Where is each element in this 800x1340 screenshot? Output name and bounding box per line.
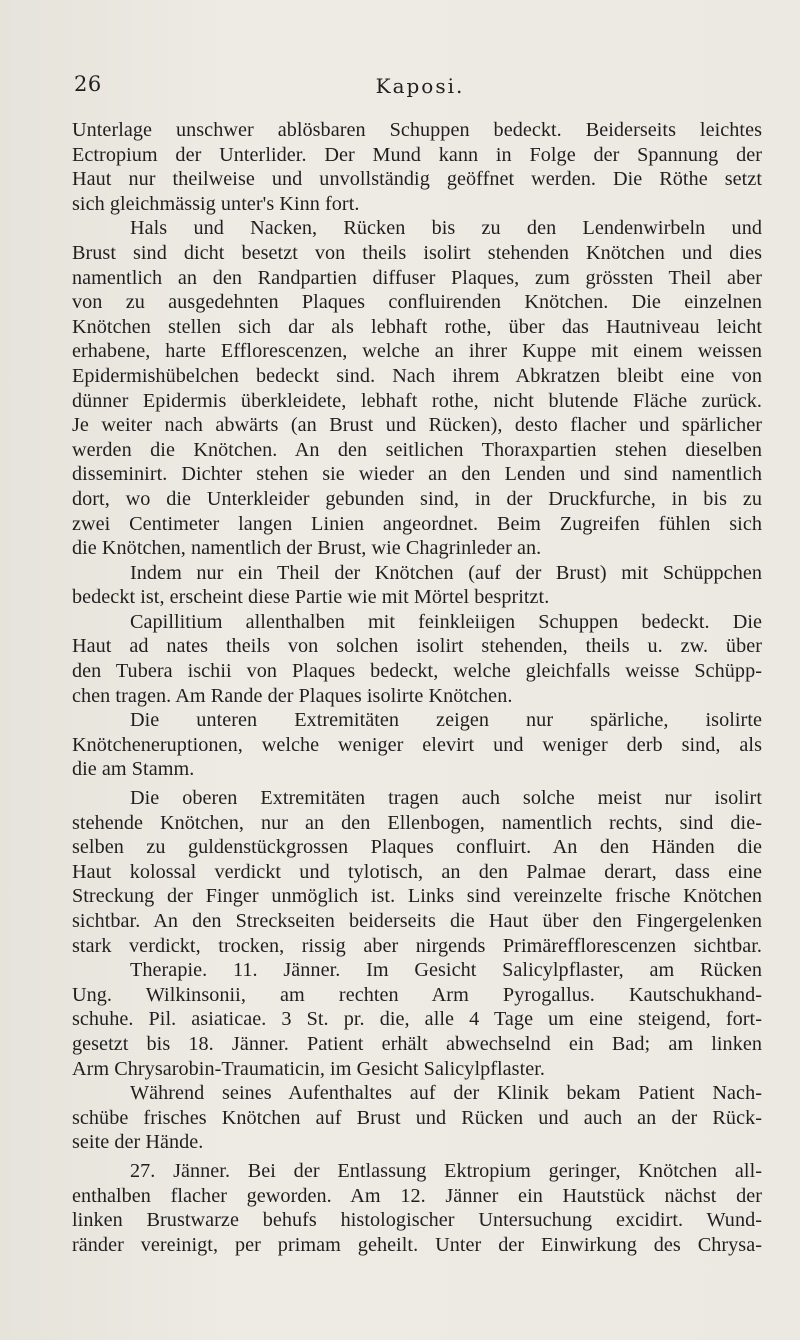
body-text [72,118,762,1257]
text-line: dort, wo die Unterkleider gebunden sind, in der Druckfurche, in bis zu [72,487,762,510]
text-line: namentlich an den Randpartien diffuser Plaques, zum grössten Theil aber [72,266,762,289]
text-line: Je weiter nach abwärts (an Brust und Rücken), desto flacher und spärlicher [72,414,762,437]
text-line: stark verdickt, trocken, rissig aber nirgends Primärefflorescenzen sichtbar. [72,934,762,957]
text-line: Haut kolossal verdickt und tylotisch, an den Palmae derart, dass eine [72,860,762,883]
text-line: gesetzt bis 18. Jänner. Patient erhält abwechselnd ein Bad; am linken [72,1032,762,1055]
text-line: 27. Jänner. Bei der Entlassung Ektropium geringer, Knötchen all- [130,1159,762,1182]
text-line: sich gleichmässig unter's Kinn fort. [72,192,360,215]
text-line: Indem nur ein Theil der Knötchen (auf der Brust) mit Schüppchen [130,561,762,584]
text-line: dünner Epidermis überkleidete, lebhaft rothe, nicht blutende Fläche zurück. [72,389,762,412]
text-line: den Tubera ischii von Plaques bedeckt, welche gleichfalls weisse Schüpp- [72,660,762,683]
text-line: Die oberen Extremitäten tragen auch solche meist nur isolirt [130,787,762,810]
text-line: zwei Centimeter langen Linien angeordnet. Beim Zugreifen fühlen sich [72,512,762,535]
text-line: Die unteren Extremitäten zeigen nur spärliche, isolirte [130,709,762,732]
text-line: enthalben flacher geworden. Am 12. Jänner ein Hautstück nächst der [72,1184,762,1207]
text-line: Capillitium allenthalben mit feinkleiigen Schuppen bedeckt. Die [130,610,762,633]
text-line: selben zu guldenstückgrossen Plaques confluirt. An den Händen die [72,836,762,859]
text-line: seite der Hände. [72,1131,204,1154]
text-line: Ung. Wilkinsonii, am rechten Arm Pyrogallus. Kautschukhand- [72,983,762,1006]
text-line: Unterlage unschwer ablösbaren Schuppen bedeckt. Beiderseits leichtes [72,119,762,141]
text-line: Haut ad nates theils von solchen isolirt stehenden, theils u. zw. über [72,635,762,658]
text-line: Therapie. 11. Jänner. Im Gesicht Salicylpflaster, am Rücken [130,959,762,982]
text-line: sichtbar. An den Streckseiten beiderseits die Haut über den Fingergelenken [72,910,762,932]
text-line: disseminirt. Dichter stehen sie wieder an den Lenden und sind namentlich [72,463,762,486]
text-line: Während seines Aufenthaltes auf der Klinik bekam Patient Nach- [130,1082,762,1105]
text-line: Haut nur theilweise und unvollständig geöffnet werden. Die Röthe setzt [72,168,762,191]
text-line: erhabene, harte Efflorescenzen, welche an ihrer Kuppe mit einem weissen [72,340,762,363]
text-line: die am Stamm. [72,758,195,781]
text-line: Knötcheneruptionen, welche weniger elevirt und weniger derb sind, als [72,733,762,756]
page-number: 26 [74,72,102,96]
text-line: die Knötchen, namentlich der Brust, wie Chagrinleder an. [72,537,542,560]
text-line: werden die Knötchen. An den seitlichen Thoraxpartien stehen dieselben [72,438,762,461]
text-line: Brust sind dicht besetzt von theils isolirt stehenden Knötchen und dies [72,241,762,264]
text-line: Epidermishübelchen bedeckt sind. Nach ihrem Abkratzen bleibt eine von [72,364,762,387]
running-head: Kaposi. [375,74,465,98]
text-line: Ectropium der Unterlider. Der Mund kann in Folge der Spannung der [72,143,762,166]
text-line: Streckung der Finger unmöglich ist. Links sind vereinzelte frische Knötchen [72,885,762,908]
text-line: schuhe. Pil. asiaticae. 3 St. pr. die, alle 4 Tage um eine steigend, fort- [72,1008,762,1031]
text-line: linken Brustwarze behufs histologischer Untersuchung excidirt. Wund- [72,1209,762,1232]
text-line: Knötchen stellen sich dar als lebhaft rothe, über das Hautniveau leicht [72,315,762,338]
page-header [74,72,726,102]
text-line: ränder vereinigt, per primam geheilt. Unter der Einwirkung des Chrysa- [72,1233,762,1256]
text-line: chen tragen. Am Rande der Plaques isolirte Knötchen. [72,684,513,707]
text-line: schübe frisches Knötchen auf Brust und Rücken und auch an der Rück- [72,1106,762,1129]
text-line: Hals und Nacken, Rücken bis zu den Lendenwirbeln und [130,217,762,240]
text-line: bedeckt ist, erscheint diese Partie wie mit Mörtel bespritzt. [72,586,550,609]
text-line: von zu ausgedehnten Plaques confluirenden Knötchen. Die einzelnen [72,291,762,314]
text-line: stehende Knötchen, nur an den Ellenbogen, namentlich rechts, sind die- [72,811,762,834]
text-line: Arm Chrysarobin-Traumaticin, im Gesicht Salicylpflaster. [72,1057,546,1080]
